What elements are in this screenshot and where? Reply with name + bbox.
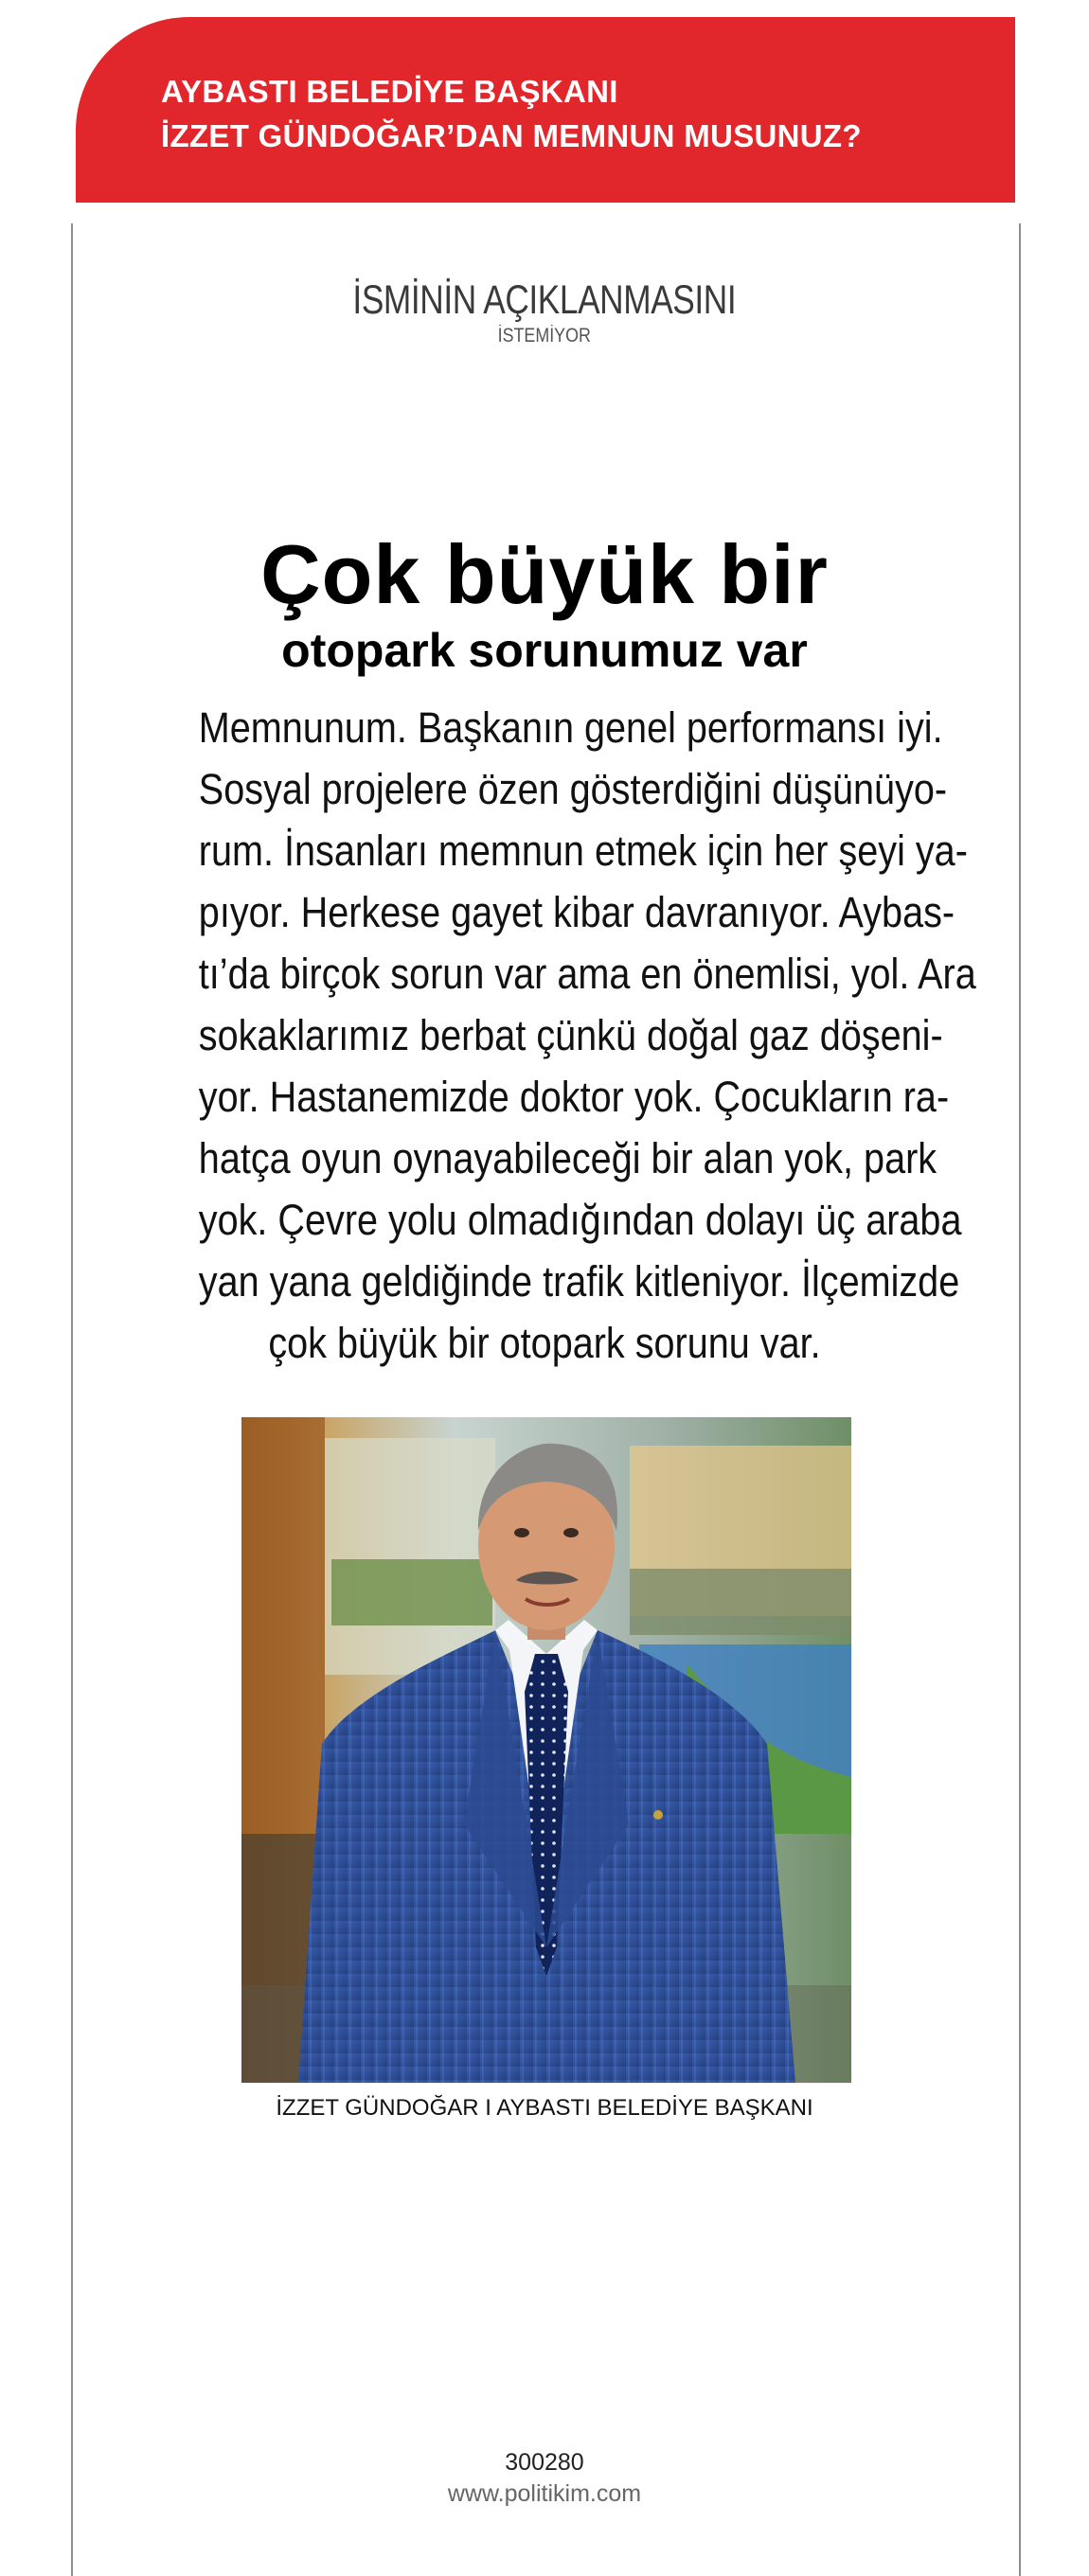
body-line: rum. İnsanları memnun etmek için her şeyi ya- xyxy=(198,826,968,875)
source-name: İSMİNİN AÇIKLANMASINI xyxy=(352,277,737,323)
body-line: yor. Hastanemizde doktor yok. Çocukların ra- xyxy=(198,1073,950,1121)
body-line: çok büyük bir otopark sorunu var. xyxy=(268,1319,821,1367)
article-headline xyxy=(0,525,1089,679)
mayor-portrait-photo xyxy=(241,1417,851,2083)
photo-caption: İZZET GÜNDOĞAR I AYBASTI BELEDİYE BAŞKANI xyxy=(276,2095,813,2121)
body-line: sokaklarımız berbat çünkü doğal gaz döşeni- xyxy=(198,1011,943,1059)
body-line: yok. Çevre yolu olmadığından dolayı üç araba xyxy=(198,1196,962,1244)
footer xyxy=(0,2447,1089,2510)
header-title-line-2: İZZET GÜNDOĞAR’DAN MEMNUN MUSUNUZ? xyxy=(161,118,862,153)
article-body xyxy=(152,697,976,1374)
body-line: Memnunum. Başkanın genel performansı iyi. xyxy=(198,703,943,752)
header-title-line-1: AYBASTI BELEDİYE BAŞKANI xyxy=(161,74,618,109)
source-subtitle: İSTEMİYOR xyxy=(497,325,592,346)
headline-main: Çok büyük bir xyxy=(260,527,829,621)
body-line: hatça oyun oynayabileceği bir alan yok, park xyxy=(198,1134,937,1182)
body-line: yan yana geldiğinde trafik kitleniyor. İlçemizde xyxy=(198,1257,960,1306)
footer-code: 300280 xyxy=(505,2449,584,2476)
body-line: tı’da birçok sorun var ama en önemlisi, yol. Ara xyxy=(198,950,976,998)
headline-sub: otopark sorunumuz var xyxy=(281,624,808,677)
header-banner xyxy=(76,17,1015,203)
footer-website-url: www.politikim.com xyxy=(447,2480,642,2507)
body-line: pıyor. Herkese gayet kibar davranıyor. Aybas- xyxy=(198,888,955,936)
body-line: Sosyal projelere özen gösterdiğini düşünüyo- xyxy=(198,765,948,813)
source-attribution xyxy=(0,276,1089,348)
